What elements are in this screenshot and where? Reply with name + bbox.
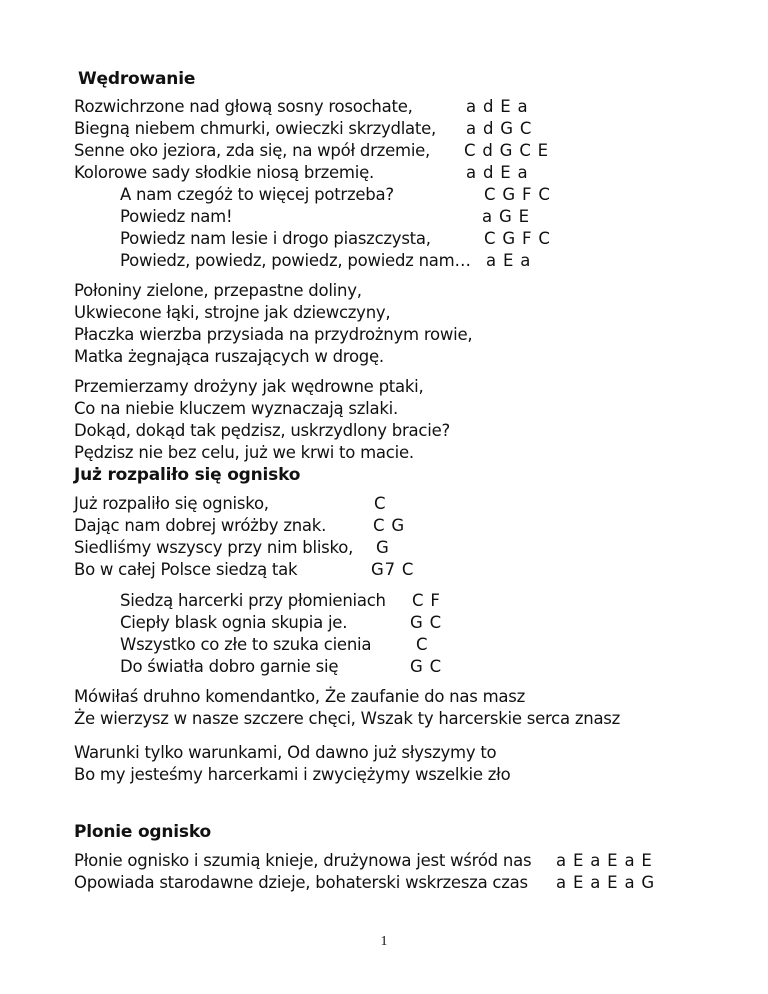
chord-line: G xyxy=(376,538,390,557)
chord-line: G C xyxy=(410,613,442,632)
chord-line: a d E a xyxy=(466,97,529,116)
chord-line: a E a E a G xyxy=(556,873,655,892)
chord-line: a E a E a E xyxy=(556,851,653,870)
lyric-line: Opowiada starodawne dzieje, bohaterski wskrzesza czas xyxy=(74,873,528,892)
lyric-line: Bo my jesteśmy harcerkami i zwyciężymy wszelkie zło xyxy=(74,765,511,784)
lyric-line: Że wierzysz w nasze szczere chęci, Wszak ty harcerskie serca znasz xyxy=(74,709,621,728)
song-title: Plonie ognisko xyxy=(74,822,211,842)
chorus-line: Siedzą harcerki przy płomieniach xyxy=(120,591,386,610)
lyric-line: Siedliśmy wszyscy przy nim blisko, xyxy=(74,538,354,557)
lyric-line: Przemierzamy drożyny jak wędrowne ptaki, xyxy=(74,377,424,396)
lyric-line: Mówiłaś druhno komendantko, Że zaufanie do nas masz xyxy=(74,687,526,706)
chorus-line: A nam czegóż to więcej potrzeba? xyxy=(120,185,394,204)
chord-line: C G F C xyxy=(484,229,551,248)
chorus-line: Powiedz nam! xyxy=(120,207,233,226)
chord-line: G7 C xyxy=(371,560,415,579)
chorus-line: Ciepły blask ognia skupia je. xyxy=(120,613,348,632)
lyric-line: Ukwiecone łąki, strojne jak dziewczyny, xyxy=(74,303,391,322)
song-title: Wędrowanie xyxy=(78,69,196,89)
lyric-line: Już rozpaliło się ognisko, xyxy=(74,494,269,513)
lyric-line: Rozwichrzone nad głową sosny rosochate, xyxy=(74,97,413,116)
chorus-line: Powiedz nam lesie i drogo piaszczysta, xyxy=(120,229,431,248)
chord-line: C F xyxy=(412,591,441,610)
song-title: Już rozpaliło się ognisko xyxy=(74,465,301,485)
chorus-line: Wszystko co złe to szuka cienia xyxy=(120,635,372,654)
lyric-line: Płonie ognisko i szumią knieje, drużynowa jest wśród nas xyxy=(74,851,532,870)
chord-line: a G E xyxy=(482,207,530,226)
page-number: 1 xyxy=(380,934,388,949)
lyric-line: Kolorowe sady słodkie niosą brzemię. xyxy=(74,163,374,182)
lyric-line: Matka żegnająca ruszających w drogę. xyxy=(74,347,384,366)
lyric-line: Warunki tylko warunkami, Od dawno już słyszymy to xyxy=(74,743,497,762)
chord-line: C G F C xyxy=(484,185,551,204)
lyric-line: Pędzisz nie bez celu, już we krwi to macie. xyxy=(74,443,414,462)
chord-line: C xyxy=(416,635,429,654)
lyric-line: Dając nam dobrej wróżby znak. xyxy=(74,516,327,535)
chord-line: G C xyxy=(410,657,442,676)
chord-line: C xyxy=(374,494,387,513)
lyric-line: Co na niebie kluczem wyznaczają szlaki. xyxy=(74,399,398,418)
chord-line: C G xyxy=(373,516,405,535)
lyric-line: Dokąd, dokąd tak pędzisz, uskrzydlony bracie? xyxy=(74,421,450,440)
chorus-line: Powiedz, powiedz, powiedz, powiedz nam… xyxy=(120,251,471,270)
chord-line: a d G C xyxy=(466,119,533,138)
lyric-line: Senne oko jeziora, zda się, na wpół drzemie, xyxy=(74,141,431,160)
lyric-line: Płaczka wierzba przysiada na przydrożnym rowie, xyxy=(74,325,473,344)
lyric-line: Połoniny zielone, przepastne doliny, xyxy=(74,281,362,300)
chord-line: a E a xyxy=(486,251,532,270)
chord-line: C d G C E xyxy=(464,141,549,160)
lyric-line: Biegną niebem chmurki, owieczki skrzydlate, xyxy=(74,119,437,138)
chord-line: a d E a xyxy=(466,163,529,182)
lyric-line: Bo w całej Polsce siedzą tak xyxy=(74,560,298,579)
chorus-line: Do światła dobro garnie się xyxy=(120,657,339,676)
